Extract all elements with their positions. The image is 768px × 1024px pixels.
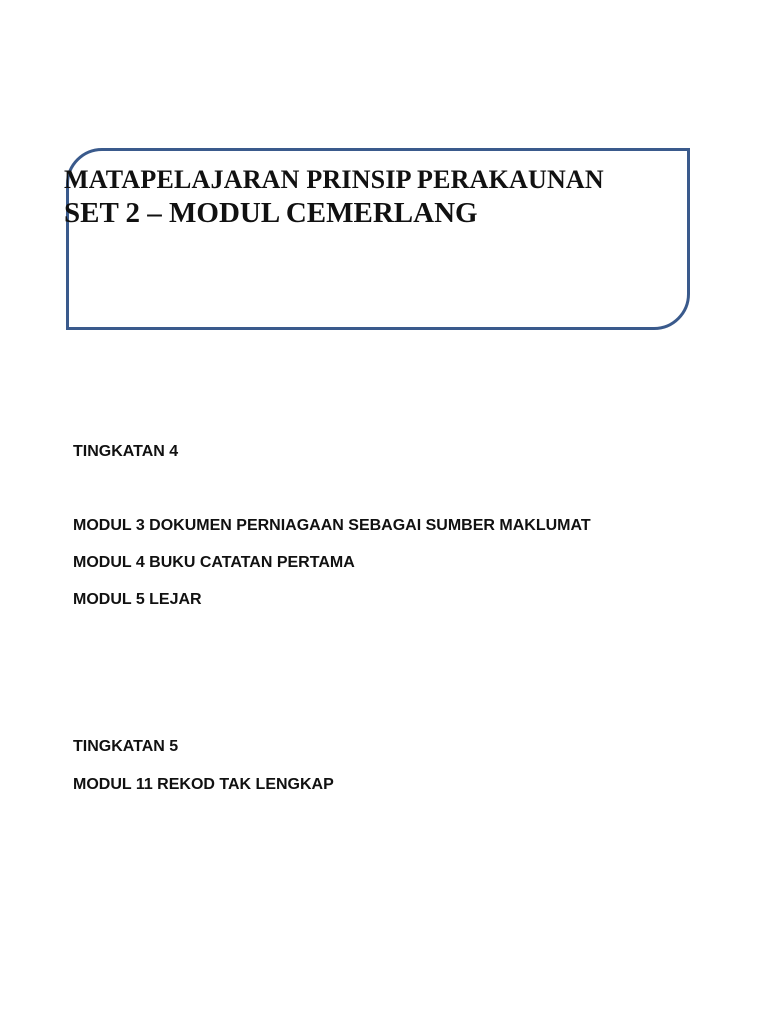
module-item: MODUL 3 DOKUMEN PERNIAGAAN SEBAGAI SUMBER MAKLUMAT — [73, 517, 591, 534]
tingkatan-4-heading: TINGKATAN 4 — [73, 443, 179, 460]
module-item: MODUL 11 REKOD TAK LENGKAP — [73, 776, 334, 793]
module-item: MODUL 4 BUKU CATATAN PERTAMA — [73, 554, 355, 571]
document-title-subject: MATAPELAJARAN PRINSIP PERAKAUNAN — [64, 165, 604, 194]
document-title-set: SET 2 – MODUL CEMERLANG — [64, 197, 478, 229]
tingkatan-5-heading: TINGKATAN 5 — [73, 738, 179, 755]
module-item: MODUL 5 LEJAR — [73, 591, 202, 608]
